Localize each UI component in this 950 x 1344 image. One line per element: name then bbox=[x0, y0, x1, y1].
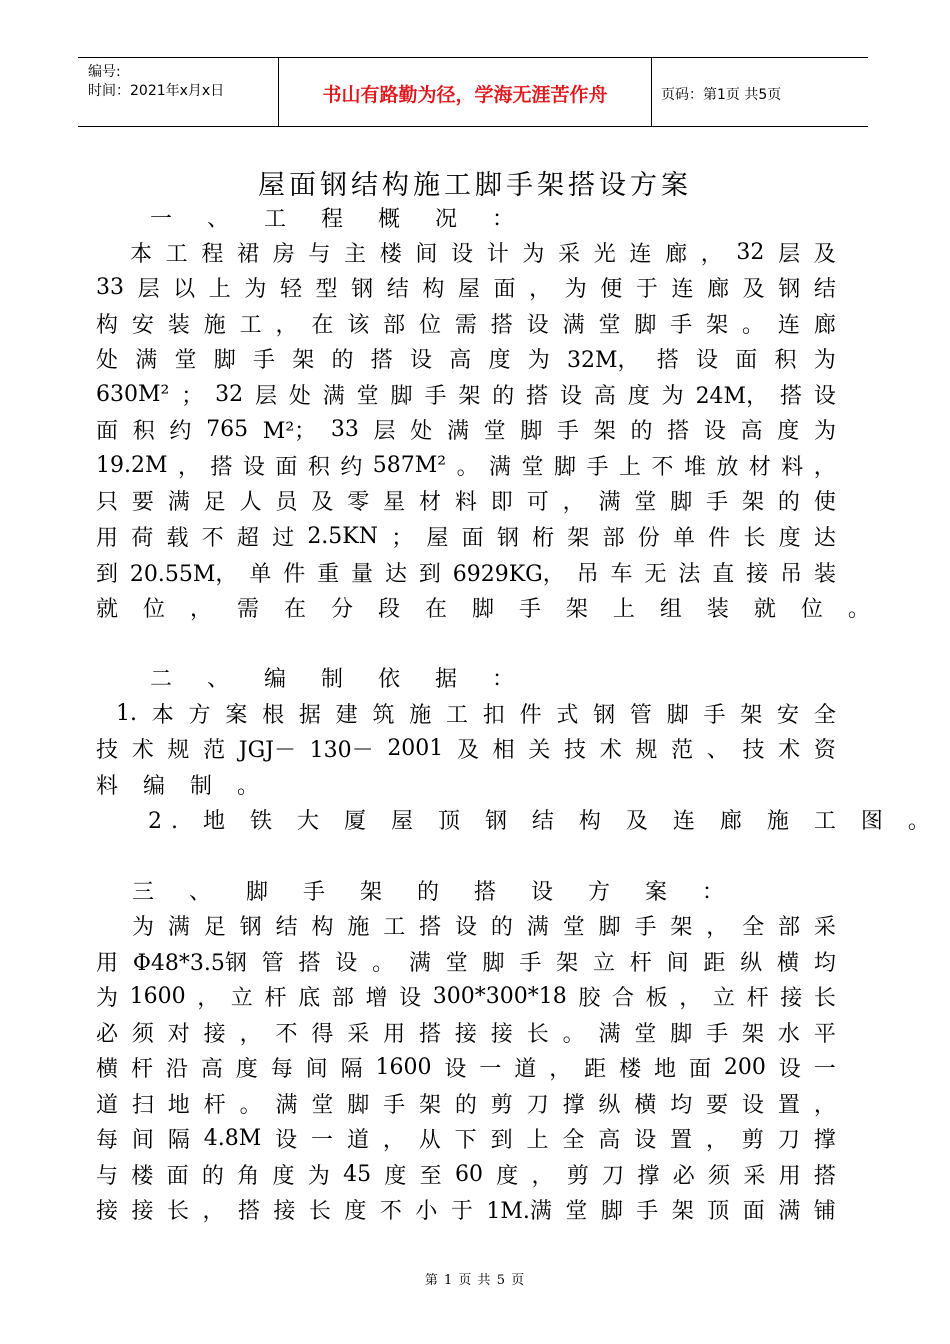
number-label: 编号: bbox=[88, 64, 121, 80]
body-line: 2. 地 铁 大 厦 屋 顶 钢 结 构 及 连 廊 施 工 图 。 bbox=[148, 808, 939, 834]
body-line: 必 须 对 接 ， 不 得 采 用 搭 接 接 长 。 满 堂 脚 手 架 水 平 bbox=[96, 1021, 836, 1047]
page-header bbox=[78, 57, 868, 127]
date-label: 时间：2021年x月x日 bbox=[88, 83, 225, 99]
body-line: 33 层 以 上 为 轻 型 钢 结 构 屋 面 ， 为 便 于 连 廊 及 钢 结 bbox=[96, 274, 836, 302]
header-info-cell bbox=[78, 58, 278, 126]
body-line: 一 、 工 程 概 况 ： bbox=[150, 206, 528, 232]
body-line: 二 、 编 制 依 据 ： bbox=[150, 666, 528, 692]
body-line: 用 Φ48*3.5钢 管 搭 设 。 满 堂 脚 手 架 立 杆 间 距 纵 横 均 bbox=[96, 950, 836, 976]
document-title: 屋面钢结构施工脚手架搭设方案 bbox=[258, 170, 692, 201]
body-line: 为 1600 ， 立 杆 底 部 增 设 300*300*18 胶 合 板 ， 立 杆 接 长 bbox=[96, 983, 836, 1011]
body-line: 与 楼 面 的 角 度 为 45 度 至 60 度 ， 剪 刀 撑 必 须 采 用 搭 bbox=[96, 1161, 836, 1189]
body-line: 道 扫 地 杆 。 满 堂 脚 手 架 的 剪 刀 撑 纵 横 均 要 设 置 ， bbox=[96, 1092, 836, 1118]
body-line: 技 术 规 范 JGJ－ 130－ 2001 及 相 关 技 术 规 范 、 技 术 资 bbox=[96, 735, 836, 763]
page-footer: 第 1 页 共 5 页 bbox=[424, 1273, 526, 1288]
body-line: 面 积 约 765 M²； 33 层 处 满 堂 脚 手 架 的 搭 设 高 度 为 bbox=[96, 416, 836, 444]
header-motto-cell bbox=[278, 58, 652, 126]
body-line: 630M² ； 32 层 处 满 堂 脚 手 架 的 搭 设 高 度 为 24M， 搭 设 bbox=[96, 381, 836, 409]
body-line: 横 杆 沿 高 度 每 间 隔 1600 设 一 道 ， 距 楼 地 面 200 设 一 bbox=[96, 1054, 836, 1082]
body-line: 接 接 长 ， 搭 接 长 度 不 小 于 1M.满 堂 脚 手 架 顶 面 满 铺 bbox=[96, 1198, 836, 1224]
body-line: 处 满 堂 脚 手 架 的 搭 设 高 度 为 32M， 搭 设 面 积 为 bbox=[96, 347, 836, 373]
body-line: 到 20.55M， 单 件 重 量 达 到 6929KG， 吊 车 无 法 直 接 吊 装 bbox=[96, 561, 836, 587]
body-line: 构 安 装 施 工 ， 在 该 部 位 需 搭 设 满 堂 脚 手 架 。 连 廊 bbox=[96, 312, 836, 338]
header-motto: 书山有路勤为径，学海无涯苦作舟 bbox=[322, 84, 608, 106]
body-line: 每 间 隔 4.8M 设 一 道 ， 从 下 到 上 全 高 设 置 ， 剪 刀 撑 bbox=[96, 1125, 836, 1153]
body-line: 19.2M ， 搭 设 面 积 约 587M² 。 满 堂 脚 手 上 不 堆 放 材 料 ， bbox=[96, 452, 836, 480]
body-line: 本 工 程 裙 房 与 主 楼 间 设 计 为 采 光 连 廊 ， 32 层 及 bbox=[130, 239, 836, 267]
body-line: 三 、 脚 手 架 的 搭 设 方 案 ： bbox=[132, 879, 738, 905]
body-line: 就 位 ， 需 在 分 段 在 脚 手 架 上 组 装 就 位 。 bbox=[96, 596, 879, 622]
body-line: 为 满 足 钢 结 构 施 工 搭 设 的 满 堂 脚 手 架 ， 全 部 采 bbox=[132, 914, 836, 940]
body-line: 用 荷 载 不 超 过 2.5KN ； 屋 面 钢 桁 架 部 份 单 件 长 度 达 bbox=[96, 523, 836, 551]
header-page-label: 页码：第1页 共5页 bbox=[661, 87, 782, 103]
body-line: 1. 本 方 案 根 据 建 筑 施 工 扣 件 式 钢 管 脚 手 架 安 全 bbox=[116, 700, 836, 728]
body-line: 只 要 满 足 人 员 及 零 星 材 料 即 可 ， 满 堂 脚 手 架 的 使 bbox=[96, 489, 836, 515]
body-line: 料 编 制 。 bbox=[96, 773, 268, 799]
header-page-cell bbox=[651, 58, 868, 126]
